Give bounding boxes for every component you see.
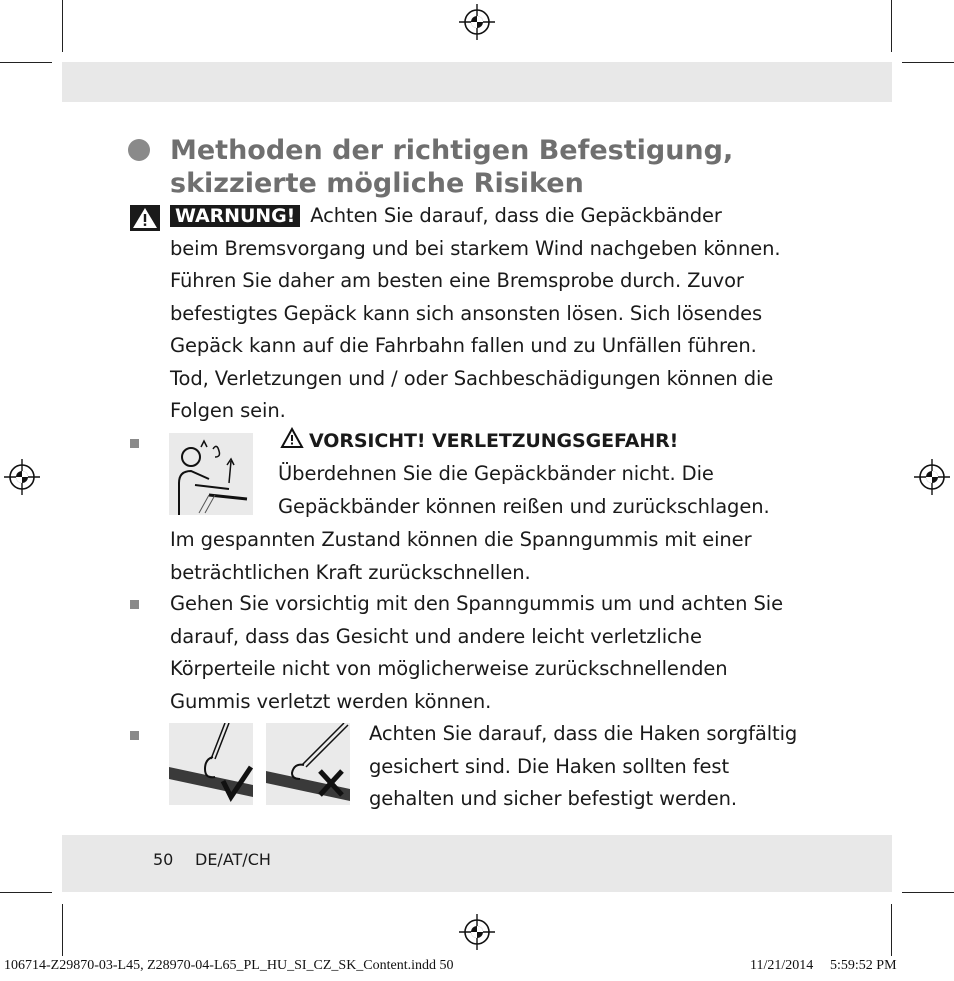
bullet-text-line: gesichert sind. Die Haken sollten fest [369,754,729,778]
crop-mark [902,892,954,893]
bullet-block [369,718,839,818]
crop-mark [0,892,52,893]
bullet-icon [130,731,139,740]
registration-mark-icon [914,459,950,495]
caution-text-line: Überdehnen Sie die Gepäckbänder nicht. Die [278,462,714,485]
section-title-line: skizzierte mögliche Risiken [170,168,584,199]
section-title [170,134,870,200]
crop-mark [891,0,892,52]
bullet-icon [130,600,139,609]
warning-label: WARNUNG! [170,205,300,227]
section-title-line: Methoden der richtigen Befestigung, [170,135,734,166]
page-number: 50 [153,850,174,869]
warning-text-line: Gepäck kann auf die Fahrbahn fallen und zu Unfällen führen. [170,334,757,357]
warning-text-line: Achten Sie darauf, dass die Gepäckbänder [310,204,722,227]
bullet-text-line: Gehen Sie vorsichtig mit den Spanngummis um und achten Sie [170,592,783,615]
registration-mark-icon [4,459,40,495]
print-slug-date: 11/21/2014 [750,958,814,973]
header-band [62,62,892,102]
heading-bullet-icon [128,139,150,161]
caution-text-line: beträchtlichen Kraft zurückschnellen. [170,561,531,584]
warning-first-line [170,200,722,233]
crop-mark [62,0,63,52]
warning-text-line: Folgen sein. [170,399,286,422]
bullet-text-line: Achten Sie darauf, dass die Haken sorgfältig [369,722,798,745]
crop-mark [0,62,52,63]
warning-text-line: beim Bremsvorgang und bei starkem Wind nachgeben können. [170,236,781,260]
print-slug-time: 5:59:52 PM [830,958,897,973]
caution-title: VORSICHT! VERLETZUNGSGEFAHR! [309,430,679,452]
caution-block [170,425,830,595]
bullet-block [170,588,830,718]
bullet-text-line: Gummis verletzt werden können. [170,689,492,713]
region-label: DE/AT/CH [195,850,271,869]
bullet-icon [130,439,139,448]
hook-correct-illustration [169,723,253,805]
hook-wrong-illustration [266,723,350,805]
registration-mark-icon [459,4,495,40]
warning-block [170,200,830,430]
crop-mark [902,62,954,63]
warning-text-line: Tod, Verletzungen und / oder Sachbeschädigungen können die [170,366,774,390]
crop-mark [891,904,892,956]
registration-mark-icon [459,914,495,950]
footer-band [62,835,892,892]
print-slug-file: 106714-Z29870-03-L45, Z28970-04-L65_PL_HU_SI_CZ_SK_Content.indd 50 [4,958,454,973]
bullet-text-line: Körperteile nicht von möglicherweise zurückschnellenden [170,657,728,680]
crop-mark [62,904,63,956]
caution-text-line: Im gespannten Zustand können die Spanngummis mit einer [170,528,752,551]
bullet-text-line: darauf, dass das Gesicht und andere leicht verletzliche [170,624,702,648]
warning-text-line: befestigtes Gepäck kann sich ansonsten lösen. Sich lösendes [170,301,763,325]
bullet-text-line: gehalten und sicher befestigt werden. [369,787,738,810]
caution-text-line: Gepäckbänder können reißen und zurückschlagen. [278,495,770,518]
warning-text-line: Führen Sie daher am besten eine Bremsprobe durch. Zuvor [170,269,744,292]
warning-triangle-icon [130,205,160,231]
